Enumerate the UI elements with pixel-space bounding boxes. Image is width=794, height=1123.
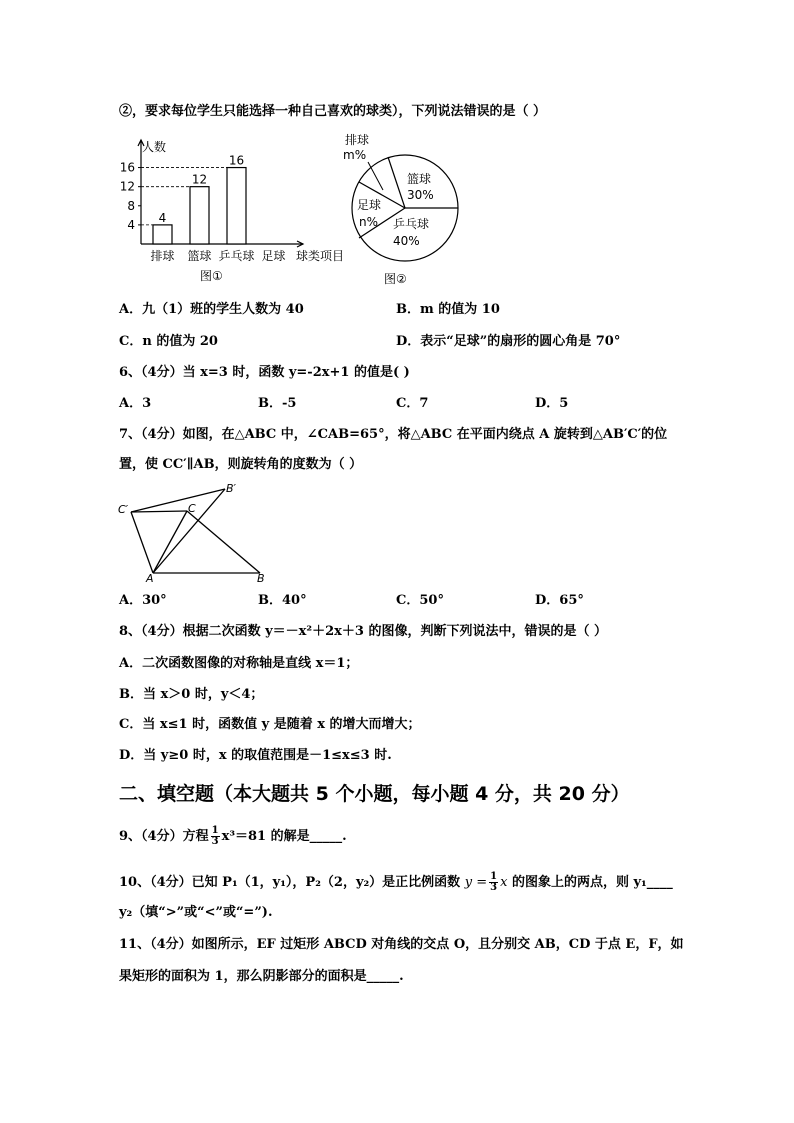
x-category-label: 排球 — [150, 249, 175, 263]
bar-chart-bars — [141, 154, 286, 263]
segment-cc-prime — [131, 511, 187, 512]
segment-ac — [153, 511, 187, 573]
pie-label-basketball: 篮球 — [407, 172, 432, 186]
q8-stem: 8、（4分）根据二次函数 y＝－x²＋2x＋3 的图像，判断下列说法中，错误的是（ ） — [119, 624, 608, 639]
segment-c-prime-b-prime — [131, 489, 225, 512]
bar-chart-ylabel: 人数 — [142, 140, 167, 154]
q11-stem-line1: 11、（4分）如图所示，EF 过矩形 ABCD 对角线的交点 O，且分别交 AB，CD 于点 E，F，如 — [119, 937, 684, 952]
bar-data-label: 12 — [191, 172, 208, 187]
q6-option-d[interactable]: D．5 — [535, 396, 569, 411]
q10-function-var: x — [500, 875, 508, 890]
bar-chart-caption: 图① — [200, 269, 223, 283]
y-tick-label-16: 16 — [119, 160, 135, 175]
bar — [190, 187, 209, 244]
point-label-b: B — [257, 572, 265, 585]
section-2-title: 二、填空题（本大题共 5 个小题，每小题 4 分，共 20 分） — [119, 783, 630, 805]
q11-stem-line2: 果矩形的面积为 1，那么阴影部分的面积是_____. — [119, 969, 404, 984]
q9-stem — [119, 826, 347, 847]
q6-option-c[interactable]: C．7 — [396, 396, 429, 411]
bar-data-label: 16 — [228, 153, 245, 168]
pie-chart — [337, 128, 467, 290]
q6-option-b[interactable]: B．-5 — [258, 396, 297, 411]
q5-option-c[interactable]: C．n 的值为 20 — [119, 334, 218, 349]
pie-label-basketball-pct: 30% — [407, 188, 434, 202]
q5-option-a[interactable]: A．九（1）班的学生人数为 40 — [119, 302, 304, 317]
q8-option-a[interactable]: A．二次函数图像的对称轴是直线 x＝1； — [119, 656, 359, 671]
point-label-a: A — [146, 572, 154, 585]
q5-option-d[interactable]: D．表示“足球”的扇形的圆心角是 70° — [396, 334, 621, 349]
y-tick-label-12: 12 — [119, 179, 135, 194]
pie-label-volleyball: 排球 — [345, 133, 370, 147]
bar-chart-ticks — [120, 161, 141, 232]
bar-chart-xlabel: 球类项目 — [296, 249, 345, 263]
pie-label-pingpong-pct: 40% — [393, 234, 420, 248]
q7-option-c[interactable]: C．50° — [396, 593, 444, 608]
segment-ac-prime — [131, 512, 153, 573]
pie-caption: 图② — [384, 272, 407, 286]
x-category-label: 足球 — [261, 249, 286, 263]
q10-fraction-denominator: 3 — [490, 882, 498, 893]
q10-stem-line1 — [119, 872, 673, 893]
q10-fraction-numerator: 1 — [490, 871, 498, 882]
q10-part1: 10、（4分）已知 P₁（1，y₁），P₂（2，y₂）是正比例函数 — [119, 875, 461, 890]
q7-stem-line2: 置，使 CC′∥AB，则旋转角的度数为（ ） — [119, 457, 363, 472]
q7-option-b[interactable]: B．40° — [258, 593, 307, 608]
q9-fraction — [211, 826, 220, 847]
q9-prefix: 9、（4分）方程 — [119, 829, 209, 844]
q9-fraction-denominator: 3 — [211, 836, 219, 847]
q10-fraction — [489, 872, 498, 893]
pie-label-football: 足球 — [357, 198, 382, 212]
point-label-c: C — [188, 502, 196, 515]
q5-option-b[interactable]: B．m 的值为 10 — [396, 302, 500, 317]
bar-data-label: 4 — [158, 210, 167, 225]
q8-option-c[interactable]: C．当 x≤1 时，函数值 y 是随着 x 的增大而增大； — [119, 717, 421, 732]
y-tick-label-8: 8 — [127, 198, 135, 213]
pie-label-football-pct: n% — [359, 215, 379, 229]
q10-stem-line2: y₂（填“>”或“<”或“=”). — [119, 905, 273, 920]
bar — [153, 225, 172, 244]
q6-option-a[interactable]: A．3 — [119, 396, 152, 411]
y-tick-label-4: 4 — [127, 217, 135, 232]
q10-function-prefix: y = — [464, 875, 488, 890]
q7-stem-line1: 7、（4分）如图，在△ABC 中，∠CAB=65°，将△ABC 在平面内绕点 A 旋转到△AB′C′的位 — [119, 427, 668, 442]
q9-fraction-numerator: 1 — [211, 825, 219, 836]
q8-option-d[interactable]: D．当 y≥0 时，x 的取值范围是－1≤x≤3 时. — [119, 748, 392, 763]
pie-label-volleyball-pct: m% — [343, 148, 367, 162]
q9-suffix: x³＝81 的解是_____. — [221, 829, 347, 844]
bar-chart — [115, 136, 360, 288]
q7-option-a[interactable]: A．30° — [119, 593, 167, 608]
bar — [227, 168, 246, 244]
q5-stem: ②，要求每位学生只能选择一种自己喜欢的球类），下列说法错误的是（ ） — [119, 104, 547, 119]
q10-part2: 的图象上的两点，则 y₁____ — [511, 875, 673, 890]
q7-option-d[interactable]: D．65° — [535, 593, 584, 608]
x-category-label: 乒乓球 — [218, 249, 255, 263]
q6-stem: 6、（4分）当 x=3 时，函数 y=-2x+1 的值是( ) — [119, 365, 410, 380]
point-label-c-prime: C′ — [118, 503, 129, 516]
q8-option-b[interactable]: B．当 x＞0 时，y＜4； — [119, 687, 264, 702]
x-category-label: 篮球 — [187, 249, 212, 263]
q7-triangle-figure — [115, 478, 275, 588]
point-label-b-prime: B′ — [226, 482, 237, 495]
pie-label-pingpong: 乒乓球 — [393, 217, 430, 231]
